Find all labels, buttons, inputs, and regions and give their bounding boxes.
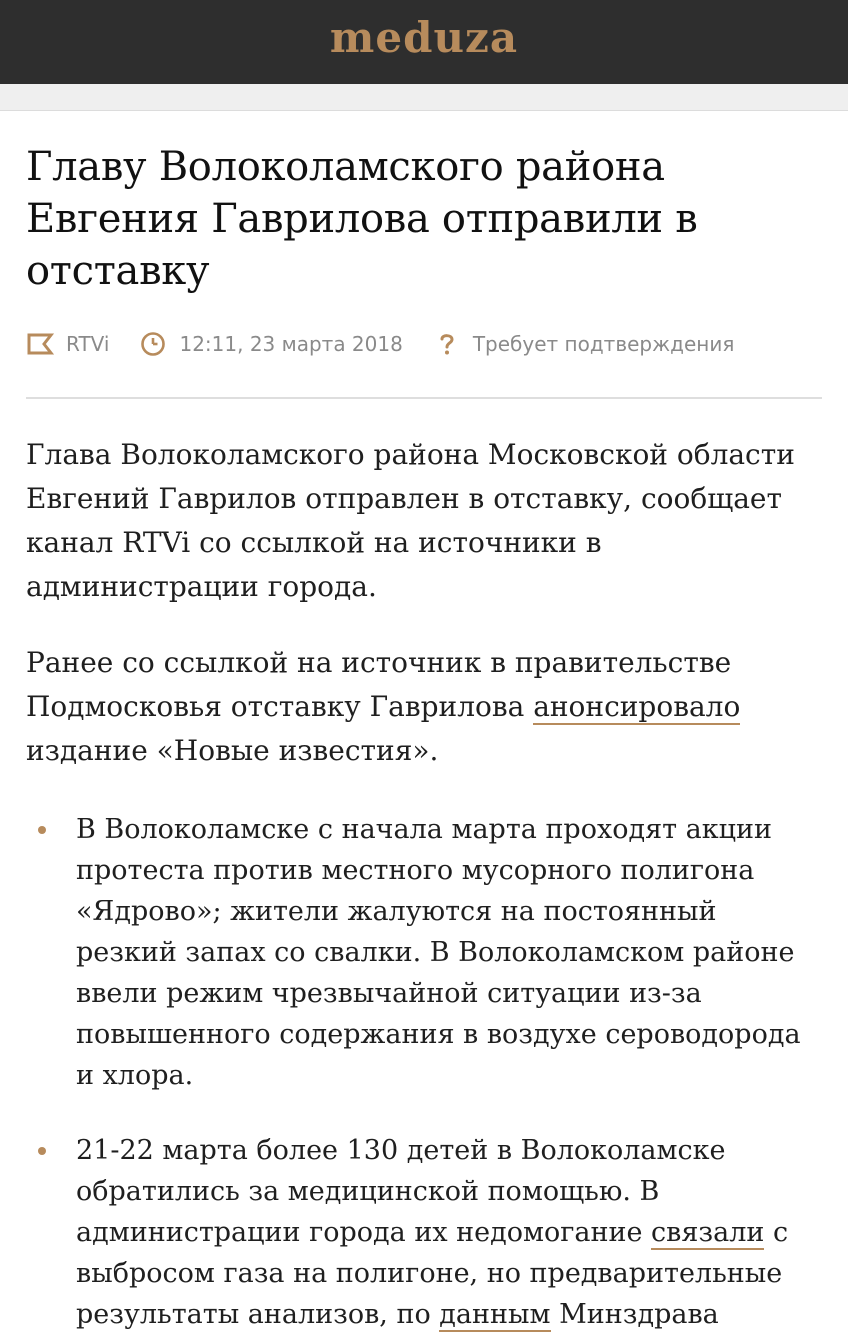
list-item [26,809,822,1096]
meta-source[interactable] [26,330,109,358]
bullet-text-part-2: с выбросом газа на полигоне, но предварительные результаты анализов, по [76,1217,789,1330]
article-title: Главу Волоколамского района Евгения Гаврилова отправили в отставку [26,144,698,294]
meta-divider [26,397,822,399]
paragraph-1: Глава Волоколамского района Московской области Евгений Гаврилов отправлен в отставку, сообщает канал RTVi со ссылкой на источники в администрации города. [26,438,795,603]
bullet-text-part-3: Минздрава [550,1299,719,1330]
meduza-logo[interactable]: meduza [329,12,519,62]
link-announced[interactable]: анонсировало [533,690,741,723]
source-flag-icon [26,330,54,358]
link-linked[interactable]: связали [651,1217,765,1248]
link-data[interactable]: данным [439,1299,551,1330]
article [0,141,848,1335]
timestamp: 12:11, 23 марта 2018 [179,332,403,356]
paragraph-2-text-after: издание «Новые известия». [26,734,439,767]
question-mark-icon [433,330,461,358]
list-item [26,1130,822,1335]
meta-time [139,330,402,358]
clock-icon [139,330,167,358]
bullet-text: В Волоколамске с начала марта проходят акции протеста против местного мусорного полигона «Ядрово»; жители жалуются на постоянный резкий запах со свалки. В Волоколамском районе ввели режим чрезвычайной ситуации из-за повышенного содержания в воздухе сероводорода и хлора. [76,814,801,1091]
paragraph-2 [26,641,822,773]
top-bar [0,0,848,84]
sub-bar [0,84,848,111]
article-meta [26,329,822,359]
source-label: RTVi [66,332,110,356]
bullet-marker [38,826,46,834]
paragraph-2-text-before: Ранее со ссылкой на источник в правительстве Подмосковья отставку Гаврилова [26,646,732,723]
meta-status [433,330,735,358]
bullet-marker [38,1147,46,1155]
bullet-list [26,809,822,1335]
bullet-text-part-1: 21-22 марта более 130 детей в Волоколамске обратились за медицинской помощью. В администрации города их недомогание [76,1135,726,1248]
status-label: Требует подтверждения [472,332,735,356]
